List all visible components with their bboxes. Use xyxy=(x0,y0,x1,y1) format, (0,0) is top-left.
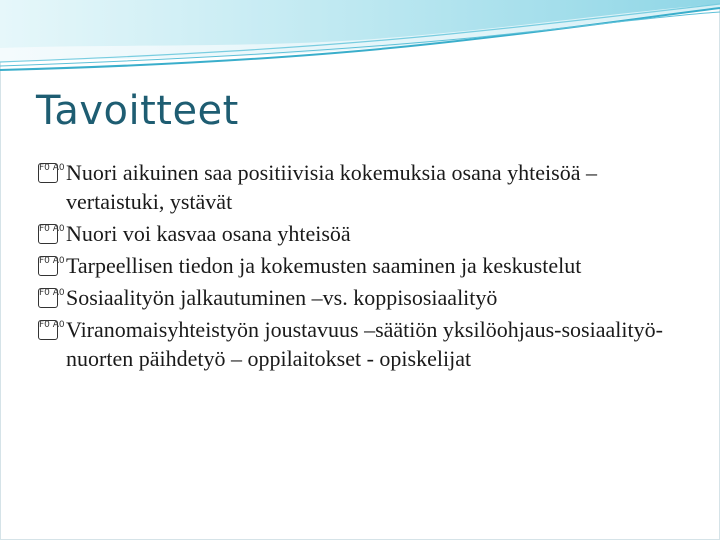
missing-glyph-box-icon: F0 A0 xyxy=(38,320,58,340)
missing-glyph-box-icon: F0 A0 xyxy=(38,288,58,308)
bullet-text: Nuori voi kasvaa osana yhteisöä xyxy=(66,221,351,246)
decorative-wave-banner xyxy=(0,0,720,80)
bullet-list xyxy=(36,158,666,376)
bullet-item xyxy=(36,219,666,248)
slide-title: Tavoitteet xyxy=(36,88,239,134)
bullet-text: Nuori aikuinen saa positiivisia kokemuksia osana yhteisöä –vertaistuki, ystävät xyxy=(66,160,597,214)
missing-glyph-box-icon: F0 A0 xyxy=(38,256,58,276)
bullet-item xyxy=(36,158,666,216)
bullet-item xyxy=(36,251,666,280)
bullet-text: Sosiaalityön jalkautuminen –vs. koppisosiaalityö xyxy=(66,285,498,310)
bullet-text: Tarpeellisen tiedon ja kokemusten saaminen ja keskustelut xyxy=(66,253,582,278)
bullet-item xyxy=(36,283,666,312)
missing-glyph-box-icon: F0 A0 xyxy=(38,224,58,244)
bullet-text: Viranomaisyhteistyön joustavuus –säätiön yksilöohjaus-sosiaalityö-nuorten päihdetyö – oppilaitokset - opiskelijat xyxy=(66,317,663,371)
missing-glyph-box-icon: F0 A0 xyxy=(38,163,58,183)
bullet-item xyxy=(36,315,666,373)
